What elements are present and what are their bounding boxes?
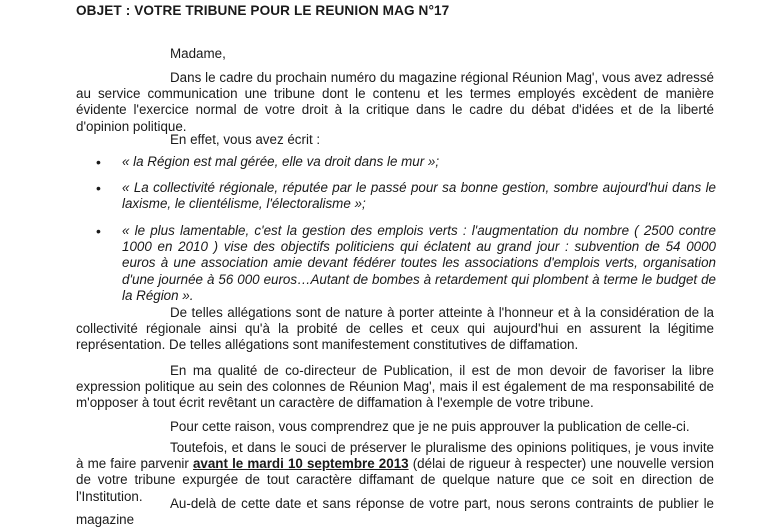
quote-text: « le plus lamentable, c'est la gestion des emplois verts : l'augmentation du nombre ( 2500 contre 1000 en 2010 ) vise des objectifs politiciens qui éclatent au grand jour : subvention de 54 0000 euros à une association amie devant fédérer toutes les associations d'emplois verts, organisation d'une journée à 56 000 euros…Autant de bombes à retardement qui plombent à terme le budget de la Région ».	[122, 223, 716, 303]
deadline-date: avant le mardi 10 septembre 2013	[192, 456, 409, 472]
letter-greeting: Madame,	[170, 46, 226, 61]
quote-text: « La collectivité régionale, réputée par le passé pour sa bonne gestion, sombre aujourd'hui dans le laxisme, le clientélisme, l'électoralisme »;	[122, 180, 716, 212]
quote-text: « la Région est mal gérée, elle va droit dans le mur »;	[122, 154, 440, 169]
allegations-paragraph: De telles allégations sont de nature à porter atteinte à l'honneur et à la considération de la collectivité régionale ainsi qu'à la probité de celles et ceux qui aujourd'hui en assurent la légitime représentation. De telles allégations sont manifestement constitutives de diffamation.	[76, 305, 714, 353]
reason-paragraph: Pour cette raison, vous comprendrez que je ne puis approuver la publication de celle-ci.	[170, 419, 690, 434]
bullet-icon: •	[96, 154, 101, 170]
invite-text-start: Toutefois, et dans le souci de préserver le pluralisme des opinions politiques, je vous invite à me faire parvenir	[76, 440, 714, 472]
bullet-icon: •	[96, 223, 101, 239]
lead-in-line: En effet, vous avez écrit :	[170, 132, 321, 147]
bullet-icon: •	[96, 180, 101, 196]
intro-paragraph: Dans le cadre du prochain numéro du magazine régional Réunion Mag', vous avez adressé au service communication une tribune dont le contenu et les termes employés excèdent de manière évidente l'exercice normal de votre droit à la critique dans le cadre du débat d'idées et de la liberté d'opinion politique.	[76, 70, 714, 134]
invite-text-end: (délai de rigueur à respecter) une nouvelle version de votre tribune expurgée de tout caractère diffamant de quelque nature que ce soit en direction de l'Institution.	[76, 456, 714, 504]
final-paragraph: Au-delà de cette date et sans réponse de votre part, nous serons contraints de publier le magazine	[76, 496, 714, 528]
letter-subject: OBJET : VOTRE TRIBUNE POUR LE REUNION MAG N°17	[76, 3, 450, 18]
codirector-paragraph: En ma qualité de co-directeur de Publication, il est de mon devoir de favoriser la libre expression politique au sein des colonnes de Réunion Mag', mais il est également de ma responsabilité de m'opposer à tout écrit revêtant un caractère de diffamation à l'exemple de votre tribune.	[76, 363, 714, 411]
